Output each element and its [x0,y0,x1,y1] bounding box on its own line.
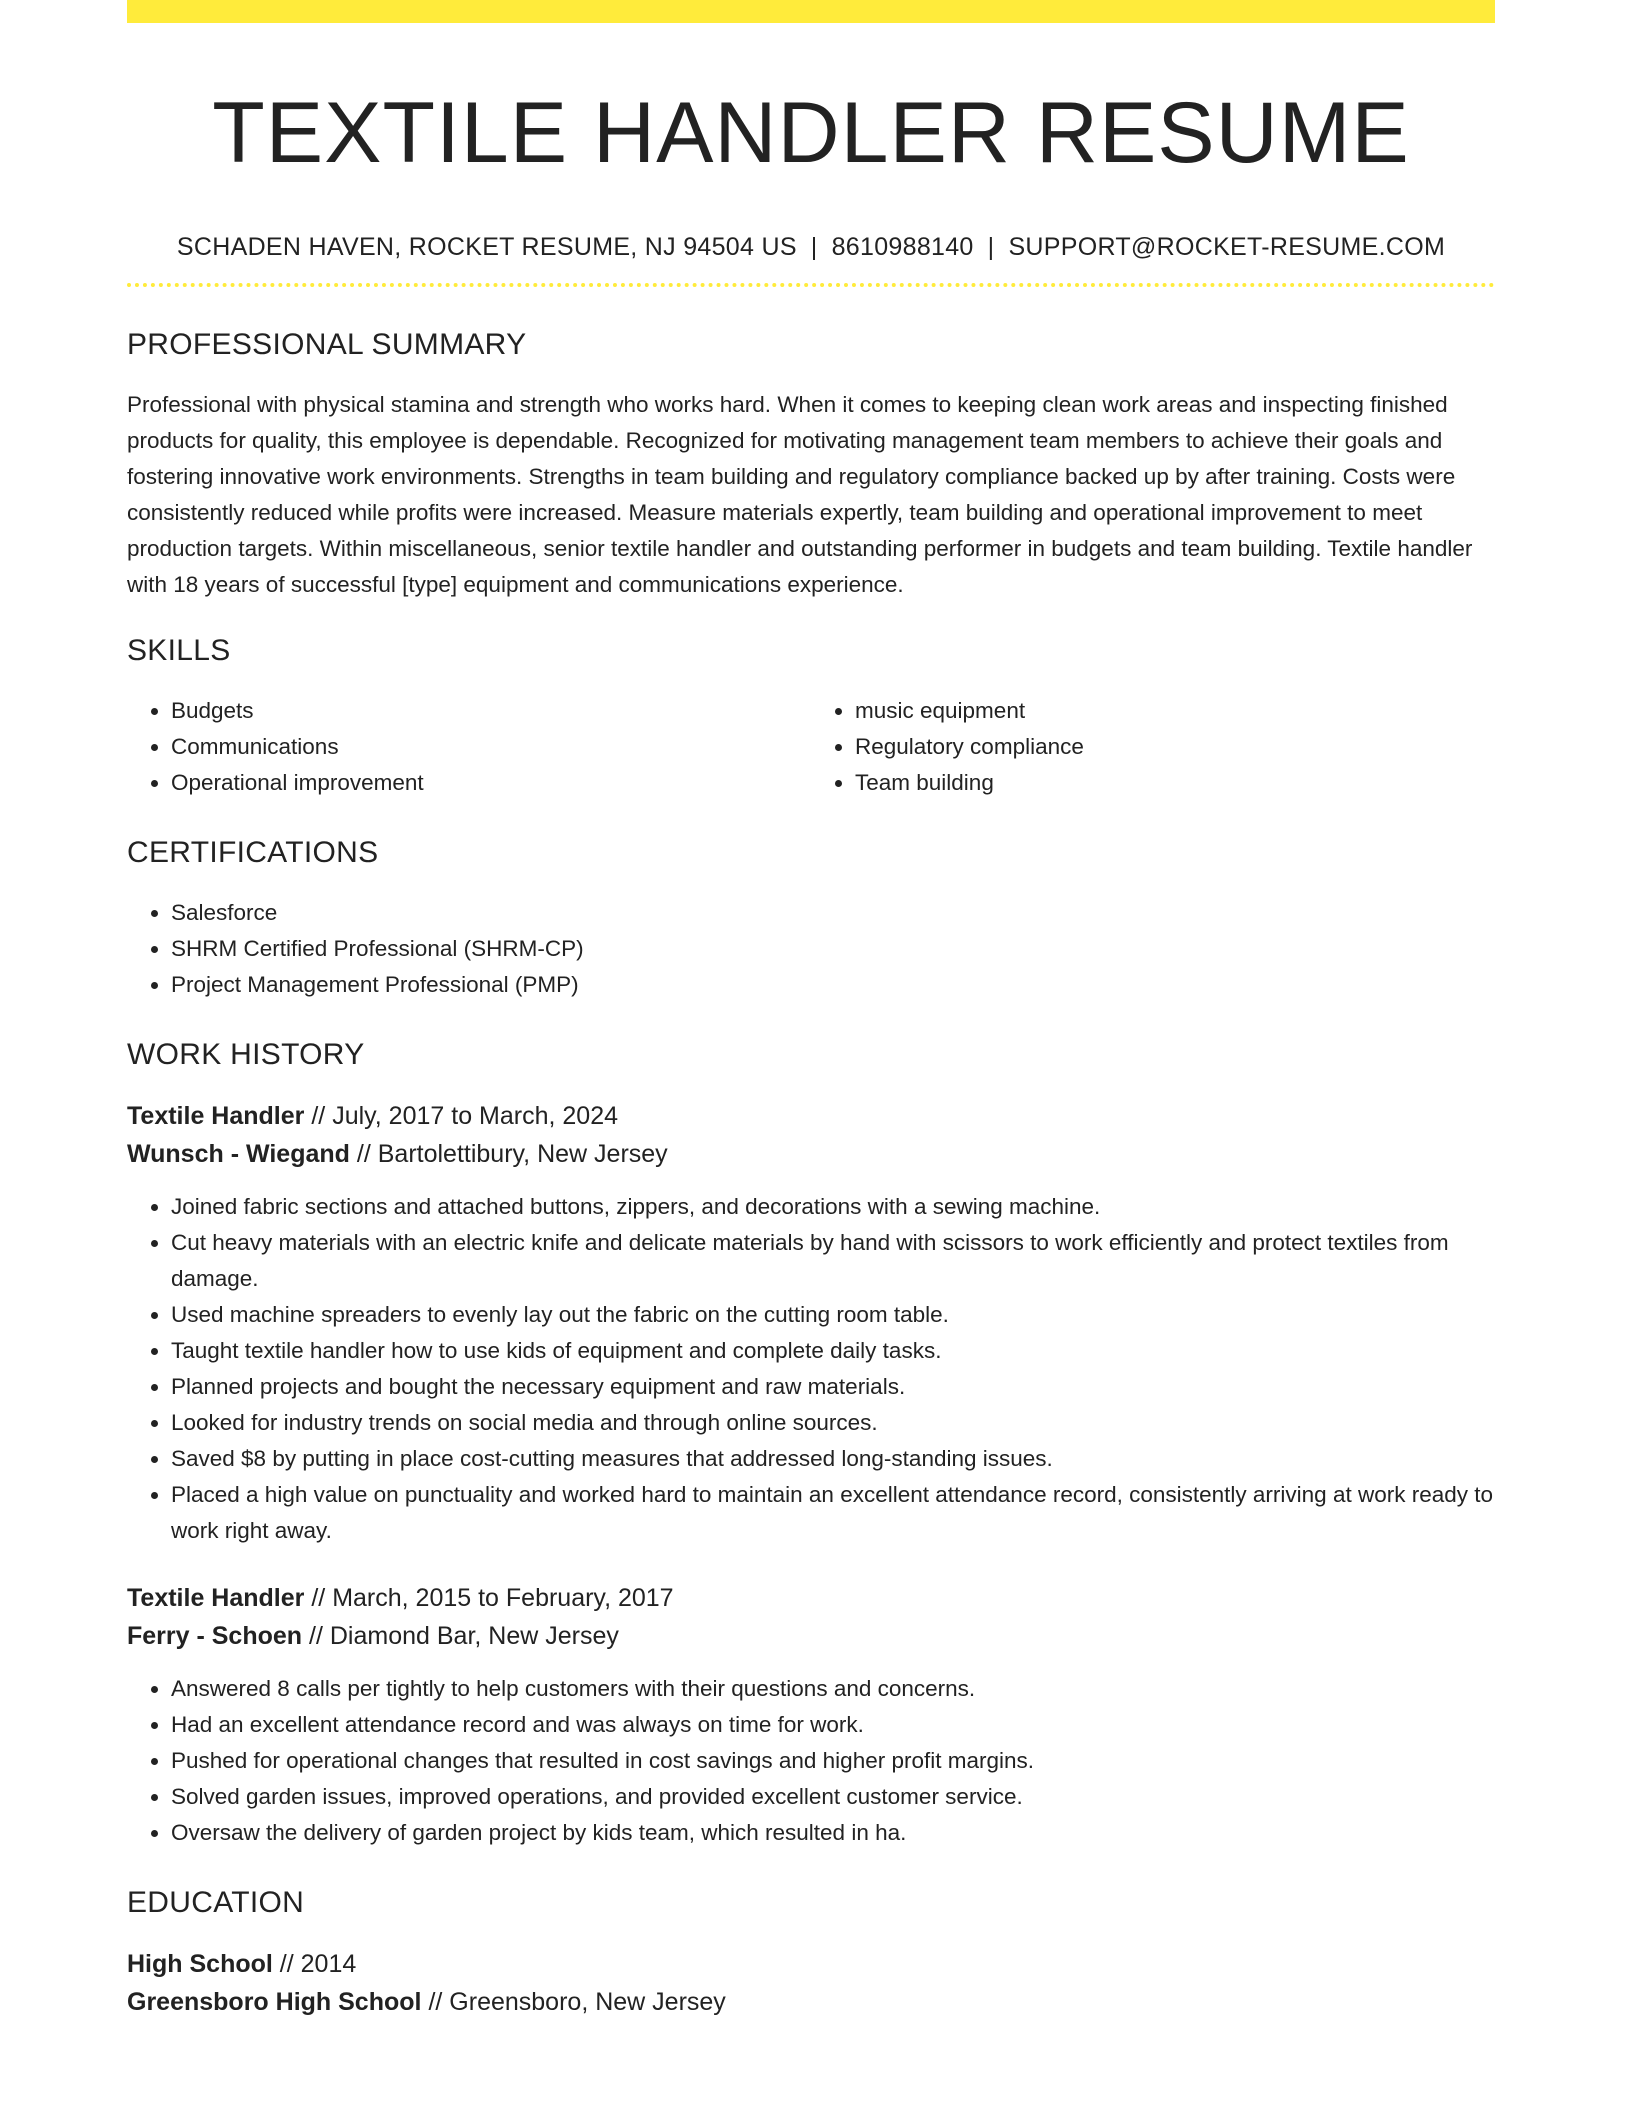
contact-separator: | [987,233,995,261]
skill-item: • music equipment [855,693,1495,729]
divider: // [279,1950,294,1978]
job-title-line [127,1579,1495,1617]
job-bullet: • Looked for industry trends on social media and through online sources. [171,1405,1495,1441]
skill-item: • Regulatory compliance [855,729,1495,765]
job-bullet: • Had an excellent attendance record and was always on time for work. [171,1707,1495,1743]
job-bullet: • Oversaw the delivery of garden project by kids team, which resulted in ha. [171,1815,1495,1851]
divider: // [428,1988,443,2016]
job-title: Textile Handler [127,1584,305,1612]
job-company: Wunsch - Wiegand [127,1140,350,1168]
contact-address: SCHADEN HAVEN, ROCKET RESUME, NJ 94504 US [176,233,797,261]
job-bullets [127,1671,1495,1851]
summary-text: Professional with physical stamina and strength who works hard. When it comes to keeping clean work areas and inspecting finished products for quality, this employee is dependable. Recognized for motivating management team members to achieve their goals and fostering innovative work environments. Strengths in team building and regulatory compliance backed up by after training. Costs were consistently reduced while profits were increased. Measure materials expertly, team building and operational improvement to meet production targets. Within miscellaneous, senior textile handler and outstanding performer in budgets and team building. Textile handler with 18 years of successful [type] equipment and communications experience. [127,392,1473,597]
job-location: Bartolettibury, New Jersey [377,1140,668,1168]
top-accent-bar [127,0,1495,23]
divider: // [311,1102,326,1130]
job-entry [127,1097,1495,1549]
job-bullet: • Cut heavy materials with an electric knife and delicate materials by hand with scissors to work efficiently and protect textiles from damage. [171,1225,1495,1297]
certification-item: • Salesforce [171,895,1495,931]
job-bullet: • Placed a high value on punctuality and worked hard to maintain an excellent attendance record, consistently arriving at work ready to work right away. [171,1477,1495,1549]
job-bullet: • Used machine spreaders to evenly lay out the fabric on the cutting room table. [171,1297,1495,1333]
contact-separator: | [810,233,818,261]
skill-item: • Team building [855,765,1495,801]
certifications-heading: CERTIFICATIONS [127,836,379,869]
education-location: Greensboro, New Jersey [449,1988,726,2016]
job-company-line [127,1617,1495,1655]
job-dates: March, 2015 to February, 2017 [332,1584,674,1612]
resume-title: TEXTILE HANDLER RESUME [212,85,1410,181]
contact-line [127,231,1495,263]
skills-heading: SKILLS [127,634,231,667]
education-heading: EDUCATION [127,1886,305,1919]
job-bullet: • Planned projects and bought the necessary equipment and raw materials. [171,1369,1495,1405]
education-degree: High School [127,1950,273,1978]
skills-list-left [127,693,811,801]
skills-list-right [811,693,1495,801]
job-dates: July, 2017 to March, 2024 [332,1102,619,1130]
job-bullets [127,1189,1495,1549]
skill-item: • Budgets [171,693,811,729]
certification-item: • Project Management Professional (PMP) [171,967,1495,1003]
job-bullet: • Answered 8 calls per tightly to help customers with their questions and concerns. [171,1671,1495,1707]
job-bullet: • Taught textile handler how to use kids of equipment and complete daily tasks. [171,1333,1495,1369]
contact-email: SUPPORT@ROCKET-RESUME.COM [1008,233,1446,261]
skills-grid [127,693,1495,801]
divider: // [309,1622,323,1650]
education-school: Greensboro High School [127,1988,422,2016]
job-title-line [127,1097,1495,1135]
certifications-list [127,895,1495,1003]
resume-page [127,0,1495,2021]
job-bullet: • Saved $8 by putting in place cost-cutting measures that addressed long-standing issues. [171,1441,1495,1477]
job-company: Ferry - Schoen [127,1622,303,1650]
job-title: Textile Handler [127,1102,305,1130]
divider: // [311,1584,326,1612]
job-entry [127,1579,1495,1851]
skill-item: • Operational improvement [171,765,811,801]
job-company-line [127,1135,1495,1173]
job-bullet: • Joined fabric sections and attached buttons, zippers, and decorations with a sewing machine. [171,1189,1495,1225]
job-location: Diamond Bar, New Jersey [329,1622,619,1650]
certification-item: • SHRM Certified Professional (SHRM-CP) [171,931,1495,967]
dotted-divider [127,283,1495,287]
education-school-line [127,1983,1495,2021]
skill-item: • Communications [171,729,811,765]
education-year: 2014 [300,1950,357,1978]
education-degree-line [127,1945,1495,1983]
contact-phone: 8610988140 [831,233,974,261]
job-bullet: • Solved garden issues, improved operations, and provided excellent customer service. [171,1779,1495,1815]
education-entry [127,1945,1495,2021]
job-bullet: • Pushed for operational changes that resulted in cost savings and higher profit margins. [171,1743,1495,1779]
divider: // [356,1140,371,1168]
work-history-heading: WORK HISTORY [127,1038,365,1071]
summary-heading: PROFESSIONAL SUMMARY [127,328,527,361]
